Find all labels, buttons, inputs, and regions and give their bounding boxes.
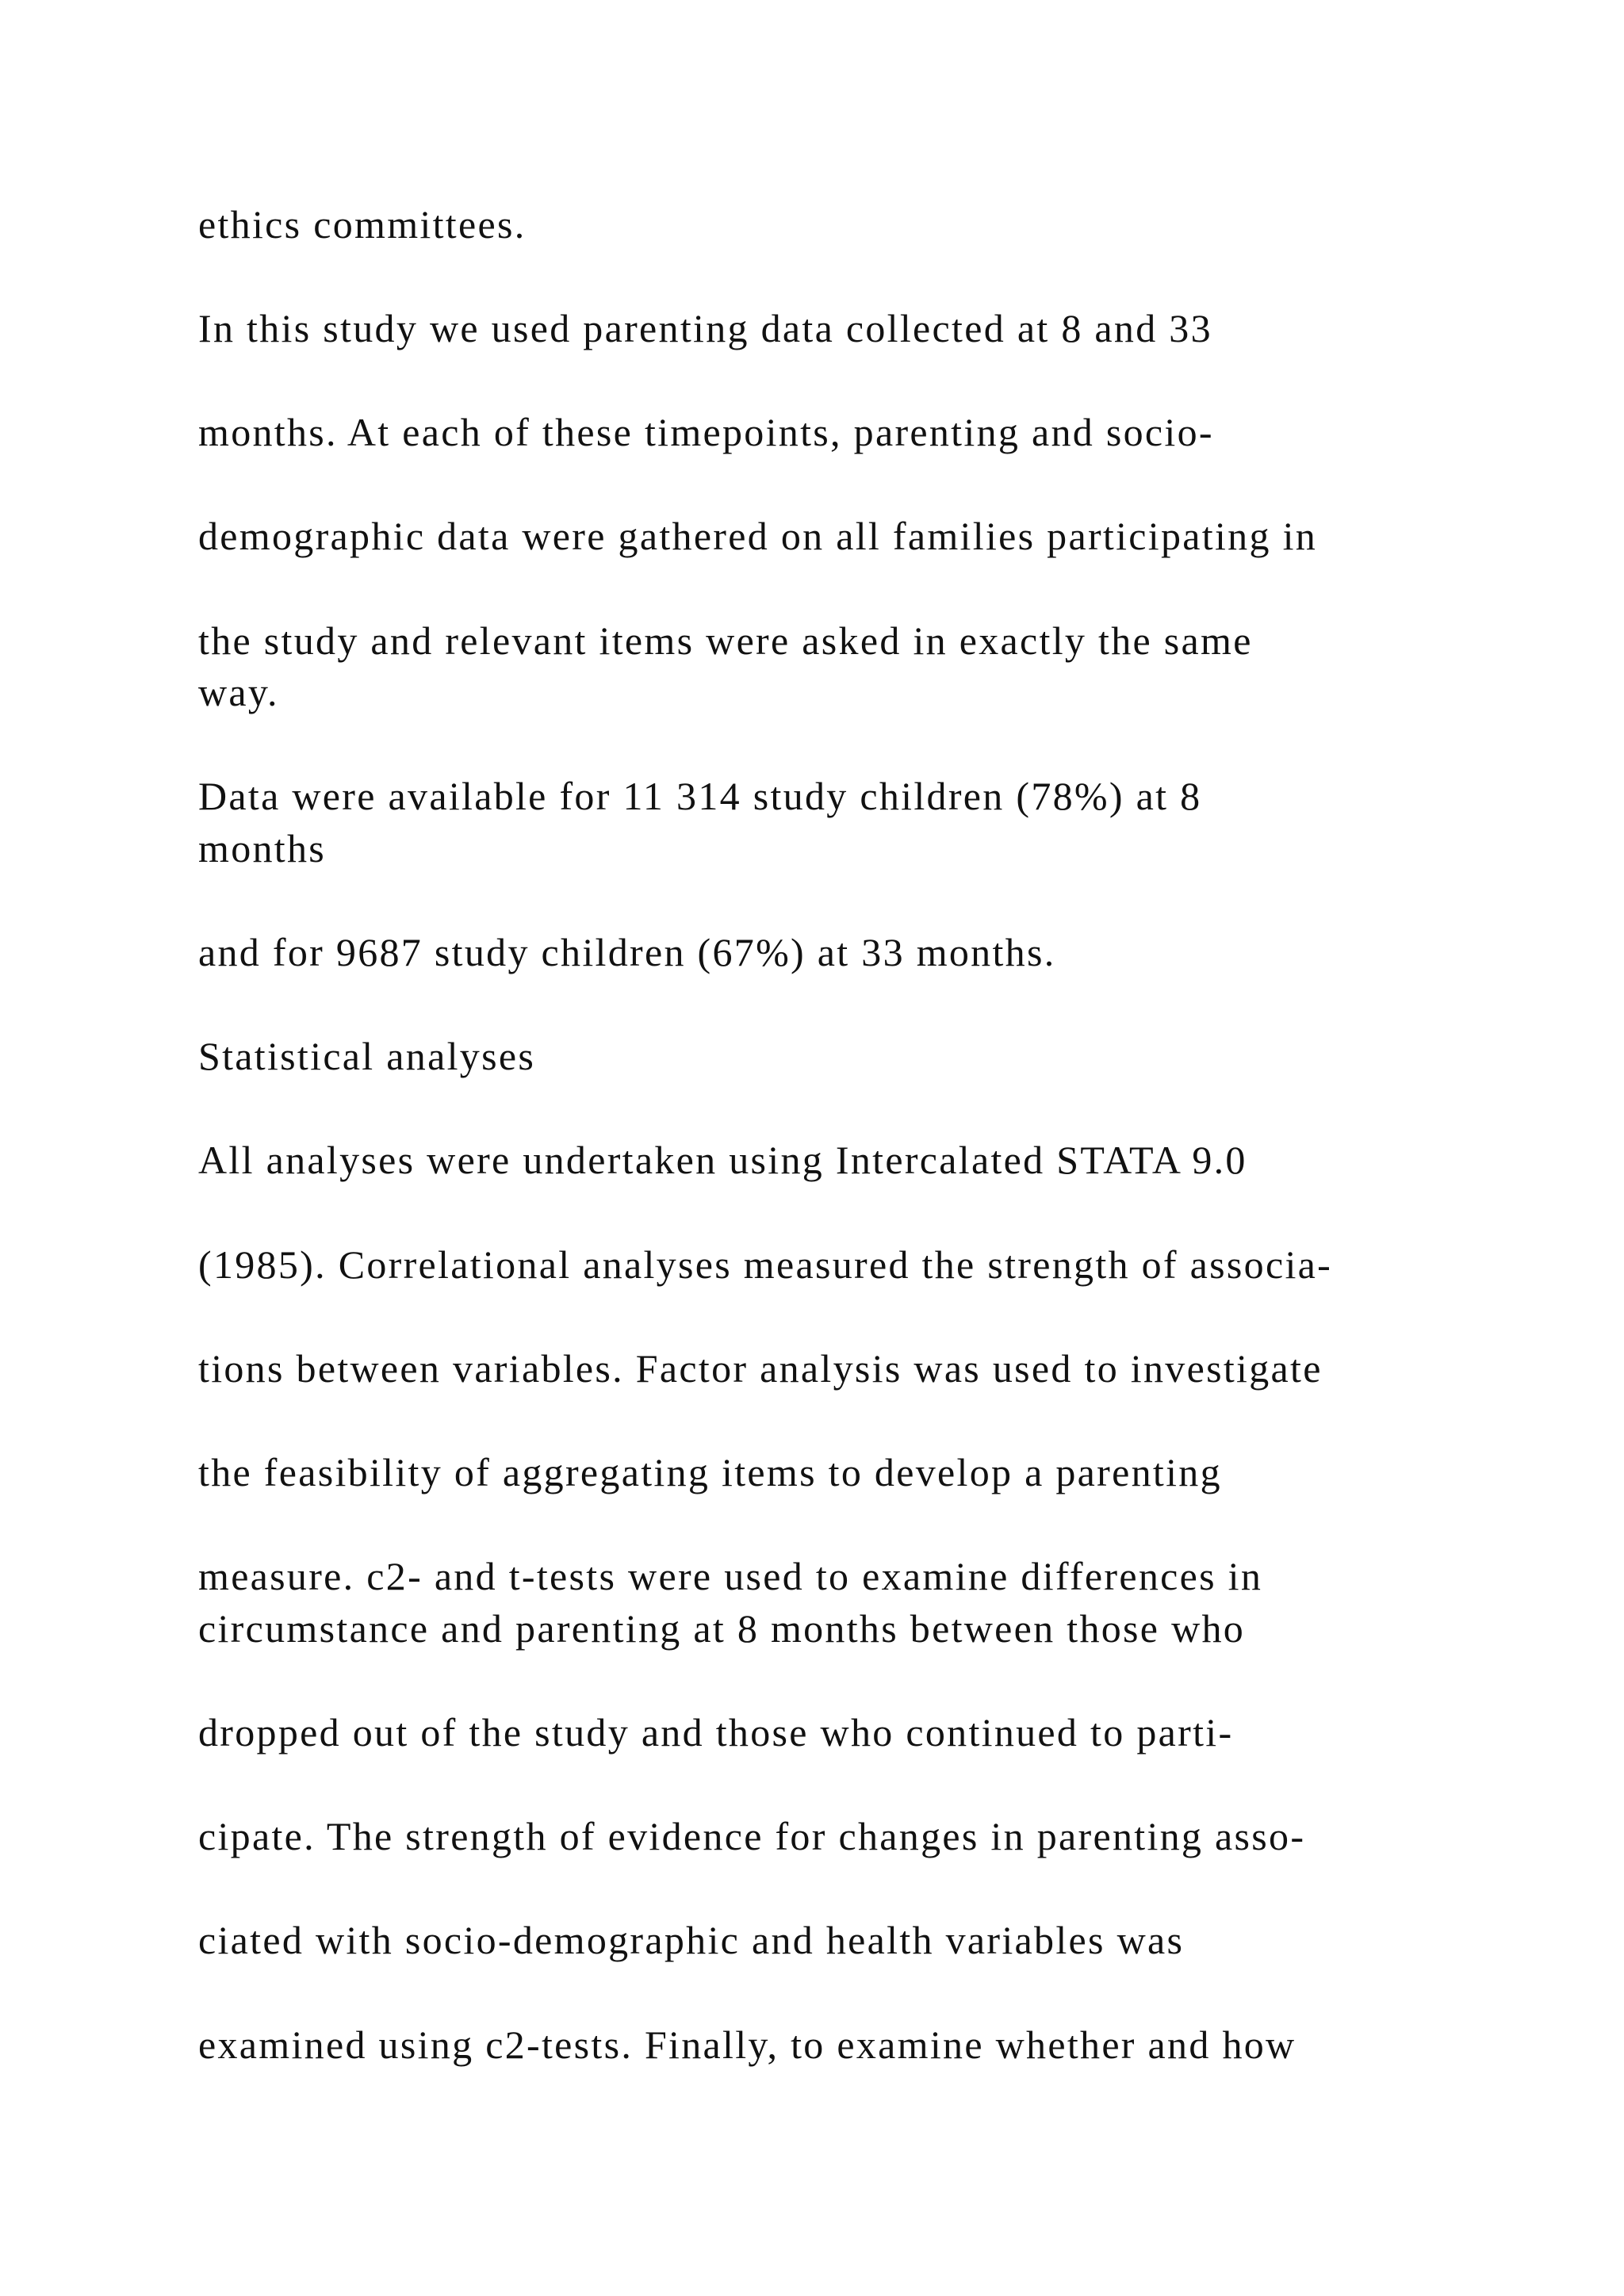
text-line: and for 9687 study children (67%) at 33 months. (198, 930, 1056, 974)
text-line: way. (198, 670, 279, 714)
text-line: months. At each of these timepoints, parenting and socio- (198, 410, 1214, 454)
text-line: All analyses were undertaken using Intercalated STATA 9.0 (198, 1138, 1247, 1182)
text-line: ciated with socio-demographic and health variables was (198, 1918, 1185, 1962)
text-line: cipate. The strength of evidence for changes in parenting asso- (198, 1814, 1306, 1858)
text-line: examined using c2-tests. Finally, to examine whether and how (198, 2022, 1297, 2067)
text-line: tions between variables. Factor analysis was used to investigate (198, 1346, 1323, 1391)
text-line: dropped out of the study and those who continued to parti- (198, 1710, 1234, 1755)
text-line: Data were available for 11 314 study children (78%) at 8 (198, 774, 1202, 818)
text-line: (1985). Correlational analyses measured the strength of associa- (198, 1242, 1333, 1287)
text-line: the feasibility of aggregating items to develop a parenting (198, 1450, 1222, 1494)
text-line: months (198, 826, 327, 871)
text-line: demographic data were gathered on all families participating in (198, 514, 1318, 558)
text-line: ethics committees. (198, 202, 527, 247)
text-line: In this study we used parenting data collected at 8 and 33 (198, 306, 1212, 350)
section-heading: Statistical analyses (198, 1034, 536, 1078)
text-line: the study and relevant items were asked in exactly the same (198, 618, 1253, 663)
text-line: measure. c2- and t-tests were used to examine differences in (198, 1554, 1263, 1598)
text-line: circumstance and parenting at 8 months between those who (198, 1606, 1246, 1651)
